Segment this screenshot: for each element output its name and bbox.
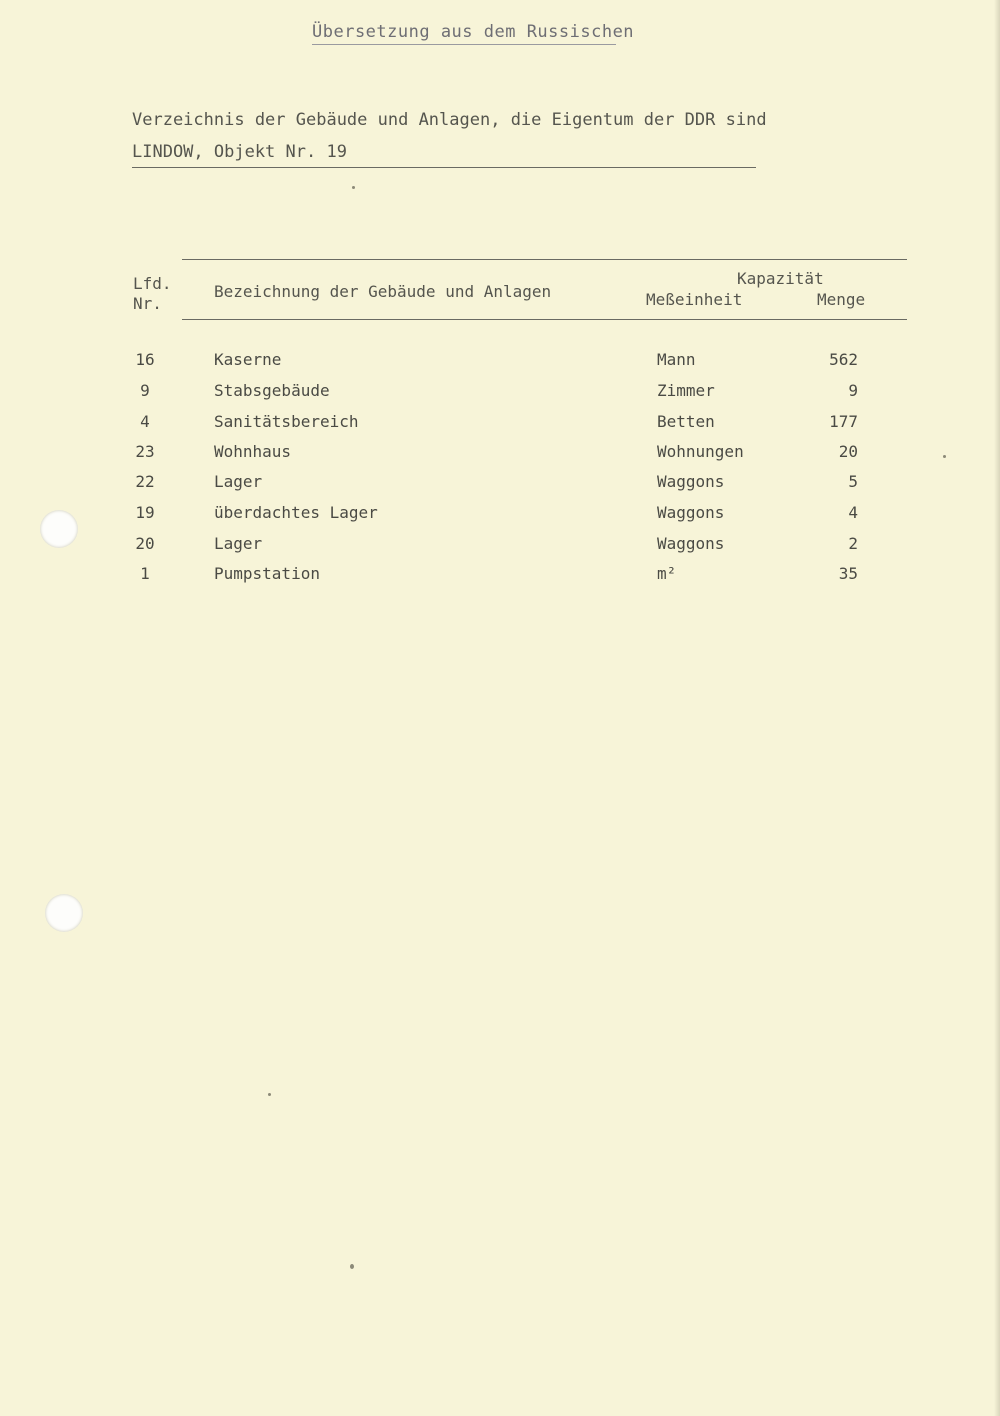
page-edge-shadow <box>994 0 1000 1416</box>
table-row <box>0 564 1000 590</box>
row-designation: Lager <box>214 534 263 553</box>
row-unit: m² <box>657 564 677 583</box>
row-designation: Kaserne <box>214 350 282 369</box>
header-capacity: Kapazität <box>737 269 824 288</box>
row-number: 20 <box>135 534 155 553</box>
table-row <box>0 412 1000 438</box>
row-quantity: 2 <box>848 534 858 553</box>
table-row <box>0 472 1000 498</box>
row-quantity: 35 <box>838 564 858 583</box>
translation-note: Übersetzung aus dem Russischen <box>312 22 616 45</box>
row-unit: Mann <box>657 350 696 369</box>
row-unit: Waggons <box>657 472 725 491</box>
row-quantity: 9 <box>848 381 858 400</box>
paper-speck <box>350 1264 354 1269</box>
header-unit: Meßeinheit <box>646 290 743 309</box>
row-designation: überdachtes Lager <box>214 503 378 522</box>
table-row <box>0 442 1000 468</box>
table-top-rule <box>182 259 907 260</box>
table-row <box>0 534 1000 560</box>
row-unit: Betten <box>657 412 715 431</box>
row-number: 16 <box>135 350 155 369</box>
row-designation: Sanitätsbereich <box>214 412 359 431</box>
row-quantity: 4 <box>848 503 858 522</box>
paper-speck <box>943 455 946 458</box>
row-designation: Stabsgebäude <box>214 381 330 400</box>
row-number: 1 <box>140 564 150 583</box>
row-unit: Zimmer <box>657 381 715 400</box>
punch-hole-bottom <box>45 894 83 932</box>
header-designation: Bezeichnung der Gebäude und Anlagen <box>214 282 552 301</box>
table-row <box>0 381 1000 407</box>
table-row <box>0 350 1000 376</box>
title-line-2: LINDOW, Objekt Nr. 19 <box>132 142 347 162</box>
table-row <box>0 503 1000 529</box>
row-number: 4 <box>140 412 150 431</box>
row-quantity: 562 <box>829 350 858 369</box>
row-designation: Lager <box>214 472 263 491</box>
row-number: 22 <box>135 472 155 491</box>
title-line-1: Verzeichnis der Gebäude und Anlagen, die Eigentum der DDR sind <box>132 110 767 130</box>
row-quantity: 177 <box>829 412 858 431</box>
row-unit: Waggons <box>657 503 725 522</box>
table-header-rule <box>182 319 907 320</box>
row-number: 23 <box>135 442 155 461</box>
row-number: 9 <box>140 381 150 400</box>
row-quantity: 5 <box>848 472 858 491</box>
row-quantity: 20 <box>838 442 858 461</box>
paper-speck <box>268 1093 271 1096</box>
header-lfd: Lfd. <box>133 274 172 293</box>
row-unit: Waggons <box>657 534 725 553</box>
row-number: 19 <box>135 503 155 522</box>
row-designation: Wohnhaus <box>214 442 292 461</box>
header-nr: Nr. <box>133 294 162 313</box>
header-quantity: Menge <box>817 290 866 309</box>
title-underline <box>132 167 756 168</box>
row-designation: Pumpstation <box>214 564 320 583</box>
row-unit: Wohnungen <box>657 442 744 461</box>
document-title <box>132 104 767 168</box>
paper-speck <box>352 186 355 189</box>
